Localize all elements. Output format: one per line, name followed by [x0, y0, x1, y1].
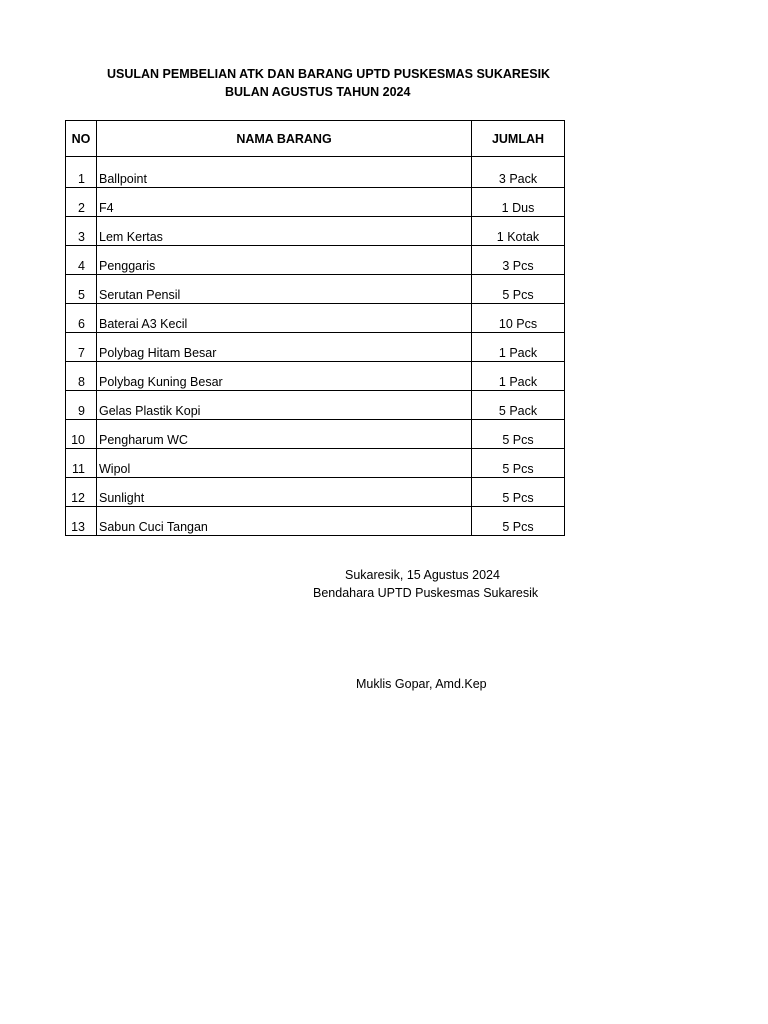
item-quantity: 1 Dus	[472, 188, 565, 217]
item-quantity: 10 Pcs	[472, 304, 565, 333]
item-quantity: 3 Pcs	[472, 246, 565, 275]
item-number: 10	[66, 420, 97, 449]
item-number: 6	[66, 304, 97, 333]
header-name: NAMA BARANG	[97, 121, 472, 157]
item-quantity: 5 Pack	[472, 391, 565, 420]
table-row	[66, 157, 565, 188]
table-row	[66, 246, 565, 275]
table-row	[66, 217, 565, 246]
header-no: NO	[66, 121, 97, 157]
item-quantity: 1 Kotak	[472, 217, 565, 246]
header-qty: JUMLAH	[472, 121, 565, 157]
table-row	[66, 275, 565, 304]
item-number: 11	[66, 449, 97, 478]
item-quantity: 5 Pcs	[472, 275, 565, 304]
item-number: 7	[66, 333, 97, 362]
item-name: Polybag Kuning Besar	[97, 362, 472, 391]
item-name: Pengharum WC	[97, 420, 472, 449]
table-row	[66, 391, 565, 420]
table-row	[66, 304, 565, 333]
item-number: 2	[66, 188, 97, 217]
table-row	[66, 449, 565, 478]
item-name: Sabun Cuci Tangan	[97, 507, 472, 536]
item-quantity: 5 Pcs	[472, 507, 565, 536]
table-row	[66, 420, 565, 449]
table-row	[66, 333, 565, 362]
table-row	[66, 188, 565, 217]
item-name: Penggaris	[97, 246, 472, 275]
item-name: Lem Kertas	[97, 217, 472, 246]
item-name: Ballpoint	[97, 157, 472, 188]
item-name: Serutan Pensil	[97, 275, 472, 304]
table-row	[66, 507, 565, 536]
item-quantity: 5 Pcs	[472, 449, 565, 478]
item-number: 4	[66, 246, 97, 275]
item-name: F4	[97, 188, 472, 217]
items-table	[65, 120, 565, 536]
item-name: Wipol	[97, 449, 472, 478]
table-header-row	[66, 121, 565, 157]
table-row	[66, 362, 565, 391]
item-number: 13	[66, 507, 97, 536]
item-number: 3	[66, 217, 97, 246]
item-name: Gelas Plastik Kopi	[97, 391, 472, 420]
item-number: 12	[66, 478, 97, 507]
item-quantity: 1 Pack	[472, 333, 565, 362]
signature-role: Bendahara UPTD Puskesmas Sukaresik	[313, 586, 539, 600]
table-row	[66, 478, 565, 507]
item-quantity: 3 Pack	[472, 157, 565, 188]
item-name: Sunlight	[97, 478, 472, 507]
item-quantity: 5 Pcs	[472, 420, 565, 449]
item-number: 9	[66, 391, 97, 420]
item-number: 8	[66, 362, 97, 391]
item-quantity: 5 Pcs	[472, 478, 565, 507]
item-name: Polybag Hitam Besar	[97, 333, 472, 362]
item-number: 5	[66, 275, 97, 304]
item-quantity: 1 Pack	[472, 362, 565, 391]
signature-name: Muklis Gopar, Amd.Kep	[356, 677, 487, 691]
item-number: 1	[66, 157, 97, 188]
item-name: Baterai A3 Kecil	[97, 304, 472, 333]
document-title: USULAN PEMBELIAN ATK DAN BARANG UPTD PUSKESMAS SUKARESIK	[107, 67, 551, 81]
signature-place-date: Sukaresik, 15 Agustus 2024	[345, 568, 500, 582]
document-subtitle: BULAN AGUSTUS TAHUN 2024	[225, 85, 411, 99]
